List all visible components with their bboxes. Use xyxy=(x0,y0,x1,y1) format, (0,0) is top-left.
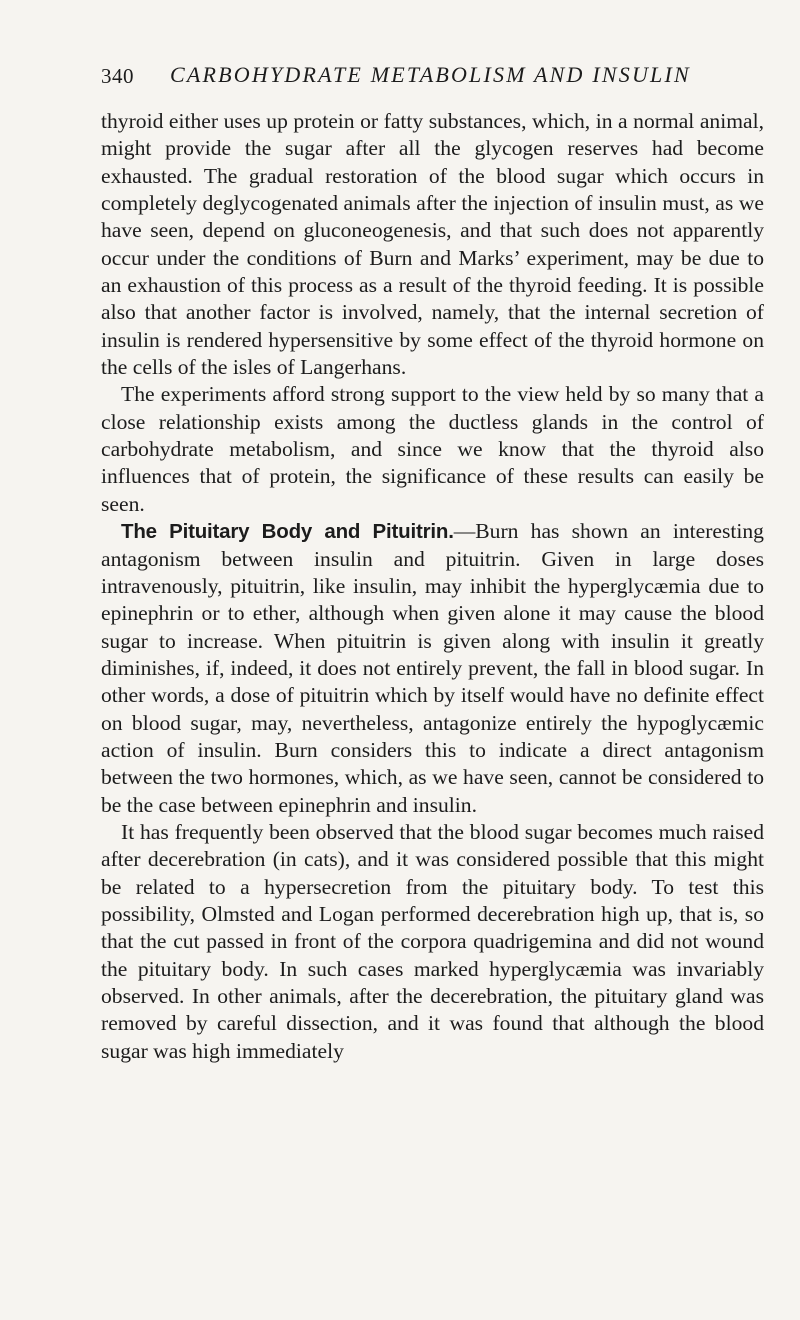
paragraph-decerebration xyxy=(101,819,764,1065)
page-number: 340 xyxy=(101,64,134,88)
section-heading: The Pituitary Body and Pituitrin. xyxy=(121,520,454,544)
paragraph-experiments xyxy=(101,381,764,518)
paragraph-thyroid xyxy=(101,108,764,381)
paragraph-text: thyroid either uses up protein or fatty substances, which, in a normal animal, might provide the sugar after all the glycogen reserves had become exhausted. The gradual restoration of the blood sugar which occurs in completely deglycogenated animals after the injection of insulin must, as we have seen, depend on gluconeogenesis, and that such does not apparently occur under the conditions of Burn and Marks’ experiment, may be due to an exhaustion of this process as a result of the thyroid feeding. It is possible also that another factor is involved, namely, that the internal secretion of insulin is rendered hypersensitive by some effect of the thyroid hormone on the cells of the isles of Langerhans. xyxy=(101,109,764,380)
paragraph-text: —Burn has shown an interesting antagonism between insulin and pituitrin. Given in large doses intravenously, pituitrin, like insulin, may inhibit the hyperglycæmia due to epinephrin or to ether, although when given alone it may cause the blood sugar to increase. When pituitrin is given along with insulin it greatly diminishes, if, indeed, it does not entirely prevent, the fall in blood sugar. In other words, a dose of pituitrin which by itself would have no definite effect on blood sugar, may, nevertheless, antagonize entirely the hypoglycæmic action of insulin. Burn considers this to indicate a direct antagonism between the two hormones, which, as we have seen, cannot be considered to be the case between epinephrin and insulin. xyxy=(101,519,764,817)
paragraph-text: It has frequently been observed that the blood sugar becomes much raised after decerebration (in cats), and it was considered possible that this might be related to a hypersecretion from the pituitary body. To test this possibility, Olmsted and Logan performed decerebration high up, that is, so that the cut passed in front of the corpora quadrigemina and did not wound the pituitary body. In such cases marked hyperglycæmia was invariably observed. In other animals, after the decerebration, the pituitary gland was removed by careful dissection, and it was found that although the blood sugar was high immediately xyxy=(101,819,764,1063)
body-text xyxy=(101,108,764,1065)
paragraph-text: The experiments afford strong support to the view held by so many that a close relationship exists among the ductless glands in the control of carbohydrate metabolism, and since we know that the thyroid also influences that of protein, the significance of these results can easily be seen. xyxy=(101,382,764,516)
page-header xyxy=(101,60,761,96)
paragraph-pituitary xyxy=(101,518,764,819)
running-head: CARBOHYDRATE METABOLISM AND INSULIN xyxy=(170,62,691,87)
